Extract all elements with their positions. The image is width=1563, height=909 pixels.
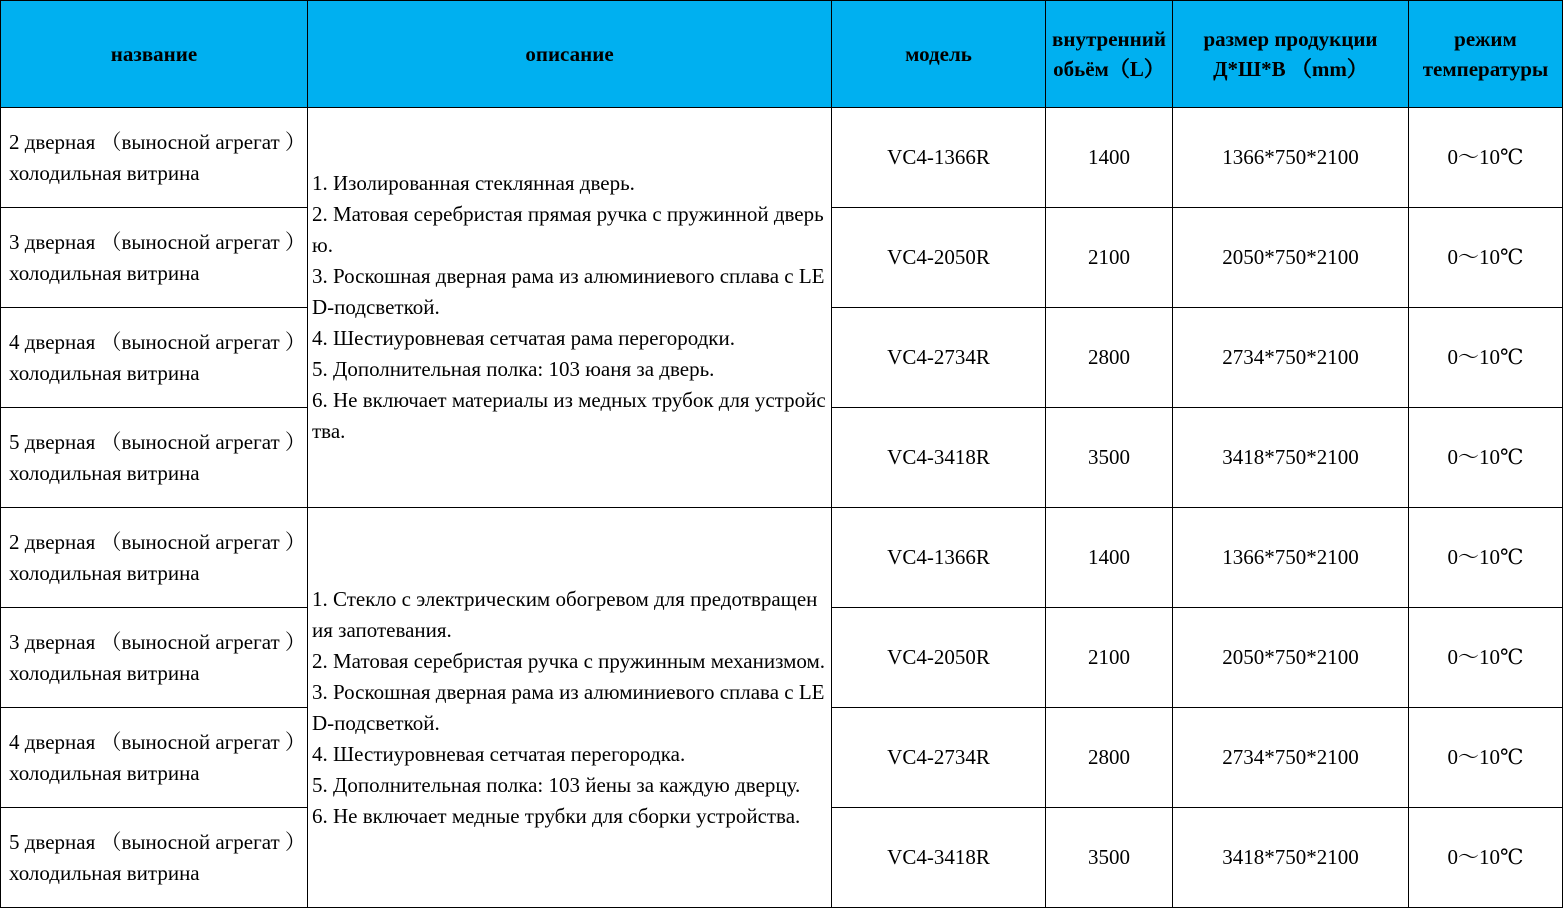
description-line: 5. Дополнительная полка: 103 юаня за дверь. xyxy=(312,357,715,381)
header-name: название xyxy=(1,1,308,108)
description-line: 1. Стекло с электрическим обогревом для предотвращения запотевания. xyxy=(312,586,818,642)
model-cell: VC4-3418R xyxy=(832,408,1046,508)
model-cell: VC4-2050R xyxy=(832,608,1046,708)
product-name: 2 дверная （выносной агрегат ）холодильная витрина xyxy=(1,108,308,208)
description-line: 1. Изолированная стеклянная дверь. xyxy=(312,171,635,195)
model-cell: VC4-2734R xyxy=(832,708,1046,808)
model-cell: VC4-1366R xyxy=(832,108,1046,208)
table-row xyxy=(1,508,1563,608)
header-model: модель xyxy=(832,1,1046,108)
temperature-cell: 0～10℃ xyxy=(1409,308,1563,408)
product-name: 2 дверная （выносной агрегат ）холодильная витрина xyxy=(1,508,308,608)
size-cell: 2050*750*2100 xyxy=(1173,608,1409,708)
product-name: 5 дверная （выносной агрегат ）холодильная витрина xyxy=(1,808,308,908)
size-cell: 2050*750*2100 xyxy=(1173,208,1409,308)
temperature-cell: 0～10℃ xyxy=(1409,708,1563,808)
model-cell: VC4-3418R xyxy=(832,808,1046,908)
description-line: 6. Не включает медные трубки для сборки устройства. xyxy=(312,803,801,828)
temperature-cell: 0～10℃ xyxy=(1409,608,1563,708)
size-cell: 2734*750*2100 xyxy=(1173,708,1409,808)
product-name: 4 дверная （выносной агрегат ）холодильная витрина xyxy=(1,708,308,808)
product-name: 3 дверная （выносной агрегат ）холодильная витрина xyxy=(1,608,308,708)
temperature-cell: 0～10℃ xyxy=(1409,508,1563,608)
volume-cell: 2800 xyxy=(1046,708,1173,808)
header-volume: внутренний обьём（L） xyxy=(1046,1,1173,108)
description-cell xyxy=(308,108,832,508)
description-line: 4. Шестиуровневая сетчатая перегородка. xyxy=(312,741,686,766)
description-line: 3. Роскошная дверная рама из алюминиевого сплава с LED-подсветкой. xyxy=(312,679,825,735)
model-cell: VC4-2734R xyxy=(832,308,1046,408)
volume-cell: 2800 xyxy=(1046,308,1173,408)
volume-cell: 2100 xyxy=(1046,208,1173,308)
volume-cell: 1400 xyxy=(1046,508,1173,608)
model-cell: VC4-1366R xyxy=(832,508,1046,608)
volume-cell: 1400 xyxy=(1046,108,1173,208)
table-row xyxy=(1,108,1563,208)
size-cell: 1366*750*2100 xyxy=(1173,108,1409,208)
model-cell: VC4-2050R xyxy=(832,208,1046,308)
header-description: описание xyxy=(308,1,832,108)
description-line: 4. Шестиуровневая сетчатая рама перегородки. xyxy=(312,326,735,350)
size-cell: 1366*750*2100 xyxy=(1173,508,1409,608)
temperature-cell: 0～10℃ xyxy=(1409,208,1563,308)
volume-cell: 2100 xyxy=(1046,608,1173,708)
description-line: 6. Не включает материалы из медных трубок для устройства. xyxy=(312,388,826,443)
product-name: 5 дверная （выносной агрегат ）холодильная витрина xyxy=(1,408,308,508)
volume-cell: 3500 xyxy=(1046,408,1173,508)
product-name: 3 дверная （выносной агрегат ）холодильная витрина xyxy=(1,208,308,308)
size-cell: 3418*750*2100 xyxy=(1173,408,1409,508)
description-cell xyxy=(308,508,832,908)
size-cell: 3418*750*2100 xyxy=(1173,808,1409,908)
product-name: 4 дверная （выносной агрегат ）холодильная витрина xyxy=(1,308,308,408)
temperature-cell: 0～10℃ xyxy=(1409,108,1563,208)
temperature-cell: 0～10℃ xyxy=(1409,808,1563,908)
description-line: 3. Роскошная дверная рама из алюминиевого сплава с LED-подсветкой. xyxy=(312,264,825,319)
volume-cell: 3500 xyxy=(1046,808,1173,908)
size-cell: 2734*750*2100 xyxy=(1173,308,1409,408)
header-row xyxy=(1,1,1563,108)
description-line: 5. Дополнительная полка: 103 йены за каждую дверцу. xyxy=(312,772,801,797)
description-line: 2. Матовая серебристая прямая ручка с пружинной дверью. xyxy=(312,202,824,257)
temperature-cell: 0～10℃ xyxy=(1409,408,1563,508)
header-size: размер продукции Д*Ш*В （mm） xyxy=(1173,1,1409,108)
description-line: 2. Матовая серебристая ручка с пружинным механизмом. xyxy=(312,648,825,673)
header-temperature: режим температуры xyxy=(1409,1,1563,108)
